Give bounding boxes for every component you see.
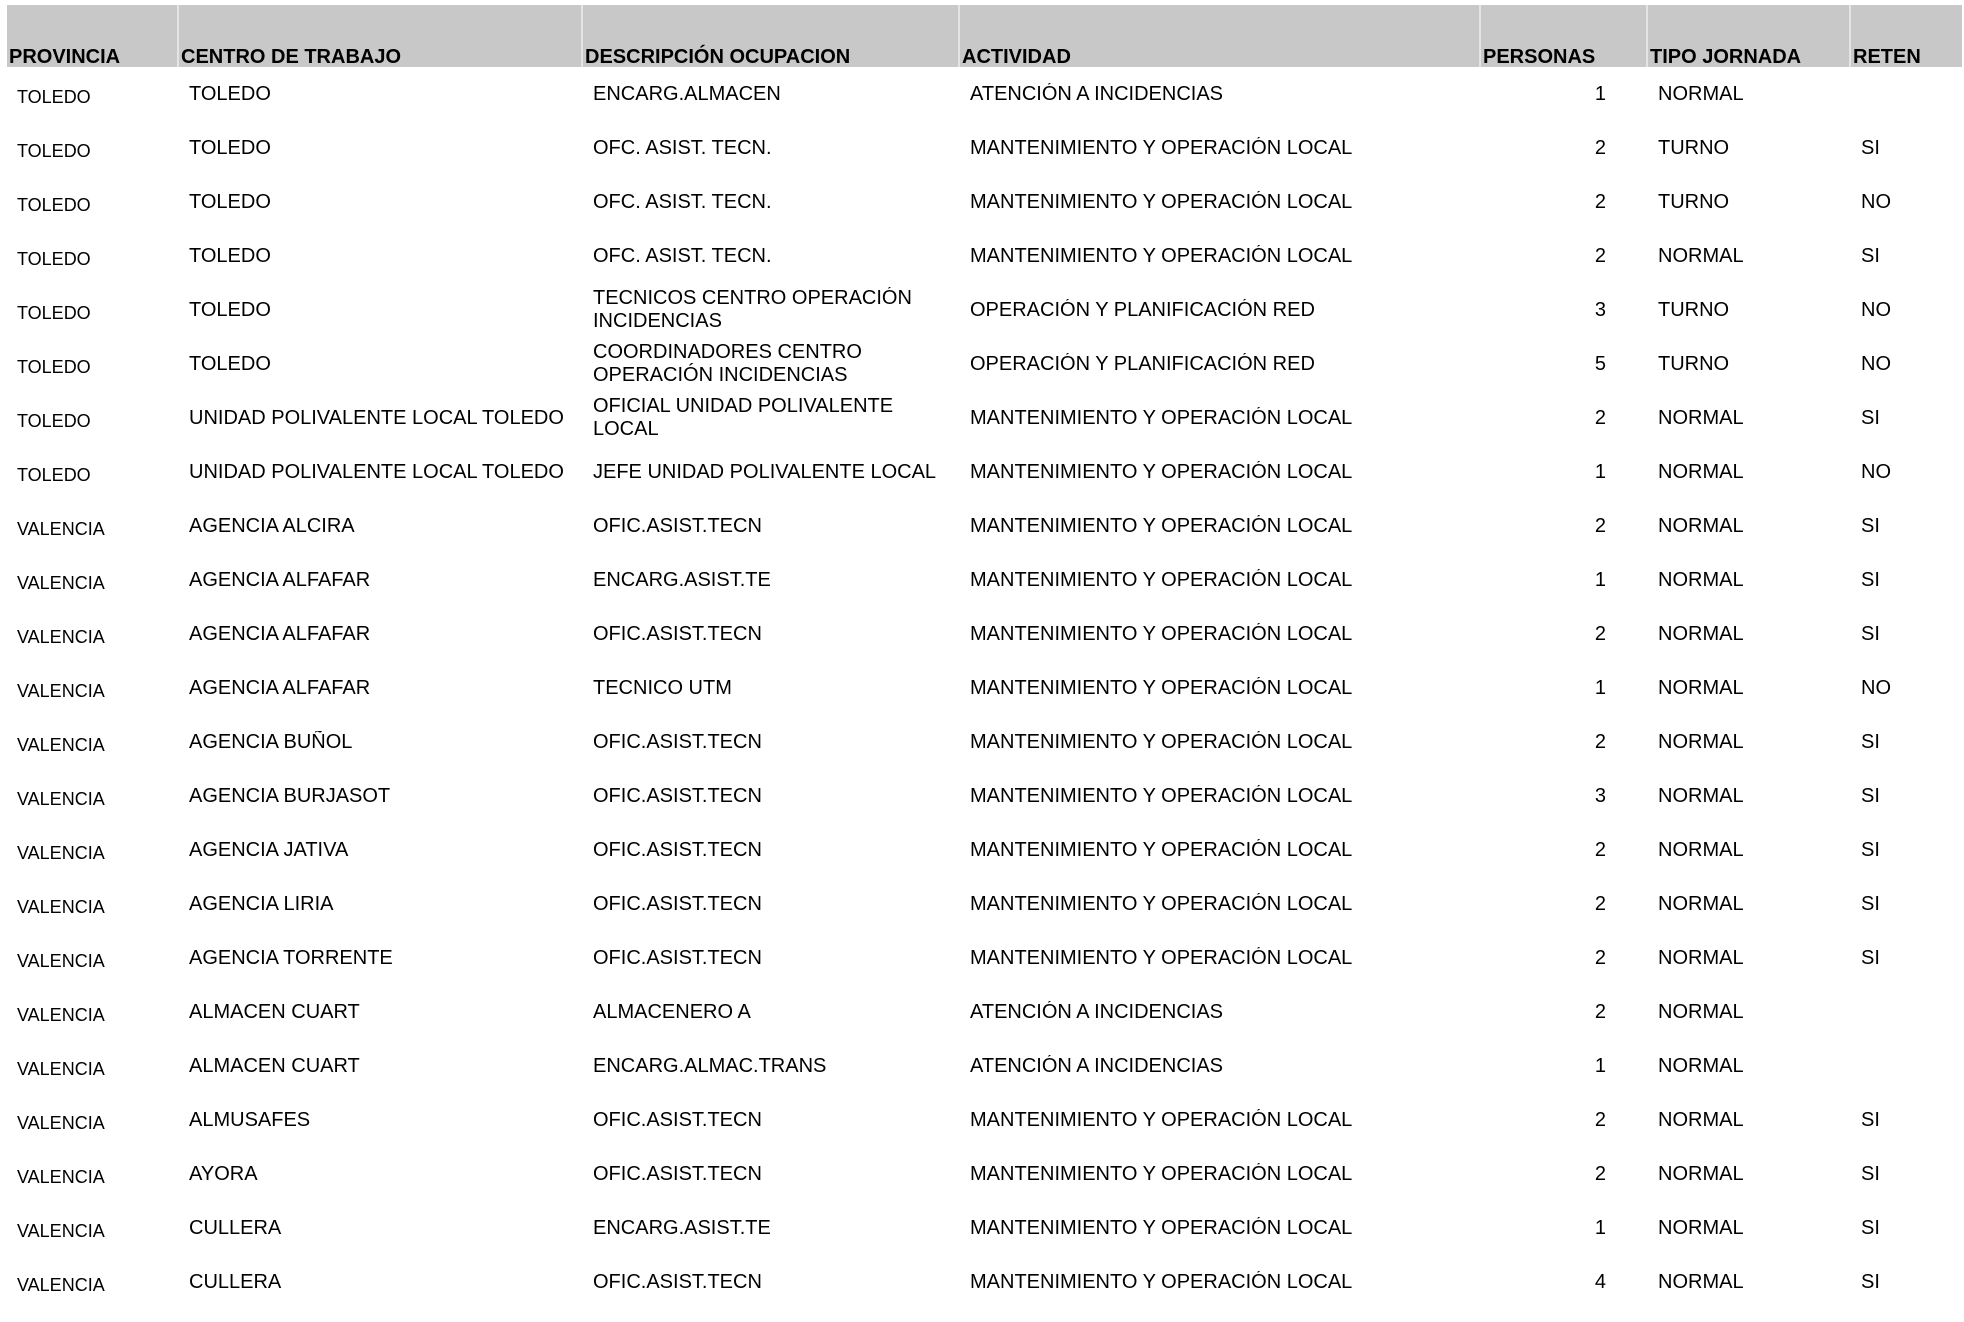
cell-descripcion-ocupacion: OFIC.ASIST.TECN: [593, 946, 762, 969]
cell-actividad: MANTENIMIENTO Y OPERACIÓN LOCAL: [970, 514, 1353, 537]
cell-actividad: MANTENIMIENTO Y OPERACIÓN LOCAL: [970, 1108, 1353, 1131]
cell-provincia: VALENCIA: [17, 896, 105, 917]
cell-descripcion-ocupacion: OFIC.ASIST.TECN: [593, 514, 762, 537]
cell-tipo-jornada: NORMAL: [1658, 568, 1744, 591]
cell-tipo-jornada: NORMAL: [1658, 676, 1744, 699]
cell-descripcion-ocupacion: ALMACENERO A: [593, 1000, 751, 1023]
cell-centro-de-trabajo: AGENCIA ALFAFAR: [189, 676, 371, 699]
cell-centro-de-trabajo: TOLEDO: [189, 82, 271, 105]
cell-reten: SI: [1861, 946, 1880, 969]
cell-actividad: MANTENIMIENTO Y OPERACIÓN LOCAL: [970, 460, 1353, 483]
cell-personas: 2: [1594, 1162, 1606, 1185]
cell-provincia: VALENCIA: [17, 626, 105, 647]
table-row: [7, 715, 1962, 769]
cell-centro-de-trabajo: CULLERA: [189, 1216, 282, 1239]
table-header: [7, 5, 1962, 67]
cell-reten: SI: [1861, 406, 1880, 429]
cell-personas: 2: [1594, 838, 1606, 861]
cell-centro-de-trabajo: AGENCIA TORRENTE: [189, 946, 393, 969]
cell-personas: 1: [1594, 82, 1606, 105]
cell-tipo-jornada: NORMAL: [1658, 244, 1744, 267]
cell-actividad: MANTENIMIENTO Y OPERACIÓN LOCAL: [970, 1162, 1353, 1185]
table-row: [7, 1093, 1962, 1147]
cell-centro-de-trabajo: AGENCIA ALCIRA: [189, 514, 355, 537]
table-row: [7, 769, 1962, 823]
cell-provincia: TOLEDO: [17, 194, 91, 215]
table-row: [7, 67, 1962, 121]
cell-personas: 2: [1594, 622, 1606, 645]
cell-provincia: TOLEDO: [17, 356, 91, 377]
cell-provincia: VALENCIA: [17, 1166, 105, 1187]
cell-personas: 5: [1594, 352, 1606, 375]
cell-reten: SI: [1861, 568, 1880, 591]
cell-tipo-jornada: NORMAL: [1658, 1270, 1744, 1293]
cell-tipo-jornada: NORMAL: [1658, 514, 1744, 537]
cell-descripcion-ocupacion: OFC. ASIST. TECN.: [593, 136, 772, 159]
cell-descripcion-ocupacion: OFIC.ASIST.TECN: [593, 892, 762, 915]
cell-centro-de-trabajo: AGENCIA ALFAFAR: [189, 622, 371, 645]
cell-centro-de-trabajo: CULLERA: [189, 1270, 282, 1293]
cell-descripcion-ocupacion: OFIC.ASIST.TECN: [593, 784, 762, 807]
cell-reten: SI: [1861, 784, 1880, 807]
cell-provincia: VALENCIA: [17, 1058, 105, 1079]
cell-reten: SI: [1861, 244, 1880, 267]
cell-descripcion-ocupacion: OFC. ASIST. TECN.: [593, 244, 772, 267]
table-row: [7, 1039, 1962, 1093]
cell-actividad: MANTENIMIENTO Y OPERACIÓN LOCAL: [970, 1216, 1353, 1239]
table-body: [7, 67, 1962, 1309]
cell-tipo-jornada: NORMAL: [1658, 622, 1744, 645]
cell-reten: SI: [1861, 730, 1880, 753]
cell-descripcion-ocupacion: OFICIAL UNIDAD POLIVALENTE LOCAL: [593, 395, 894, 440]
cell-tipo-jornada: NORMAL: [1658, 892, 1744, 915]
cell-provincia: TOLEDO: [17, 464, 91, 485]
cell-centro-de-trabajo: AGENCIA BUÑOL: [189, 730, 353, 753]
cell-tipo-jornada: TURNO: [1658, 352, 1730, 375]
table-row: [7, 1201, 1962, 1255]
cell-centro-de-trabajo: AGENCIA LIRIA: [189, 892, 334, 915]
cell-personas: 4: [1594, 1270, 1606, 1293]
table-row: [7, 229, 1962, 283]
header-provincia: PROVINCIA: [7, 5, 179, 67]
table-row: [7, 1147, 1962, 1201]
cell-personas: 2: [1594, 406, 1606, 429]
table-row: [7, 661, 1962, 715]
cell-descripcion-ocupacion: OFIC.ASIST.TECN: [593, 1162, 762, 1185]
cell-tipo-jornada: NORMAL: [1658, 82, 1744, 105]
table-row: [7, 175, 1962, 229]
cell-tipo-jornada: NORMAL: [1658, 1216, 1744, 1239]
cell-actividad: MANTENIMIENTO Y OPERACIÓN LOCAL: [970, 946, 1353, 969]
cell-descripcion-ocupacion: OFIC.ASIST.TECN: [593, 1270, 762, 1293]
cell-actividad: MANTENIMIENTO Y OPERACIÓN LOCAL: [970, 730, 1353, 753]
cell-centro-de-trabajo: TOLEDO: [189, 136, 271, 159]
cell-tipo-jornada: TURNO: [1658, 298, 1730, 321]
table-row: [7, 553, 1962, 607]
cell-actividad: MANTENIMIENTO Y OPERACIÓN LOCAL: [970, 136, 1353, 159]
cell-provincia: VALENCIA: [17, 1274, 105, 1295]
cell-actividad: ATENCIÓN A INCIDENCIAS: [970, 82, 1224, 105]
cell-personas: 1: [1594, 460, 1606, 483]
cell-provincia: VALENCIA: [17, 842, 105, 863]
cell-personas: 2: [1594, 892, 1606, 915]
table-row: [7, 931, 1962, 985]
cell-personas: 2: [1594, 1000, 1606, 1023]
cell-descripcion-ocupacion: JEFE UNIDAD POLIVALENTE LOCAL: [593, 460, 937, 483]
cell-personas: 2: [1594, 730, 1606, 753]
header-personas: PERSONAS: [1481, 5, 1648, 67]
header-reten: RETEN: [1853, 46, 1921, 67]
cell-centro-de-trabajo: UNIDAD POLIVALENTE LOCAL TOLEDO: [189, 460, 564, 483]
cell-reten: SI: [1861, 1162, 1880, 1185]
table-row: [7, 1255, 1962, 1309]
header-centro-de-trabajo: CENTRO DE TRABAJO: [179, 5, 583, 67]
cell-reten: SI: [1861, 622, 1880, 645]
cell-actividad: ATENCIÓN A INCIDENCIAS: [970, 1000, 1224, 1023]
cell-reten: NO: [1861, 190, 1891, 213]
cell-tipo-jornada: NORMAL: [1658, 1000, 1744, 1023]
cell-descripcion-ocupacion: TECNICOS CENTRO OPERACIÓN INCIDENCIAS: [593, 287, 912, 332]
cell-reten: SI: [1861, 1216, 1880, 1239]
cell-reten: SI: [1861, 514, 1880, 537]
staffing-table: [7, 5, 1962, 1309]
cell-tipo-jornada: NORMAL: [1658, 838, 1744, 861]
cell-reten: NO: [1861, 460, 1891, 483]
cell-personas: 2: [1594, 244, 1606, 267]
cell-centro-de-trabajo: TOLEDO: [189, 244, 271, 267]
cell-actividad: OPERACIÓN Y PLANIFICACIÓN RED: [970, 298, 1315, 321]
cell-tipo-jornada: NORMAL: [1658, 1162, 1744, 1185]
cell-descripcion-ocupacion: OFIC.ASIST.TECN: [593, 1108, 762, 1131]
cell-centro-de-trabajo: AGENCIA JATIVA: [189, 838, 349, 861]
cell-personas: 3: [1594, 298, 1606, 321]
table-row: [7, 283, 1962, 337]
cell-personas: 2: [1594, 514, 1606, 537]
cell-reten: SI: [1861, 838, 1880, 861]
cell-actividad: MANTENIMIENTO Y OPERACIÓN LOCAL: [970, 406, 1353, 429]
table-row: [7, 121, 1962, 175]
cell-personas: 1: [1594, 676, 1606, 699]
cell-centro-de-trabajo: TOLEDO: [189, 190, 271, 213]
cell-provincia: VALENCIA: [17, 572, 105, 593]
cell-descripcion-ocupacion: ENCARG.ASIST.TE: [593, 568, 771, 591]
cell-centro-de-trabajo: TOLEDO: [189, 352, 271, 375]
cell-personas: 2: [1594, 946, 1606, 969]
cell-actividad: OPERACIÓN Y PLANIFICACIÓN RED: [970, 352, 1315, 375]
header-tipo-jornada: TIPO JORNADA: [1648, 5, 1851, 67]
cell-personas: 1: [1594, 1216, 1606, 1239]
cell-centro-de-trabajo: AYORA: [189, 1162, 258, 1185]
cell-centro-de-trabajo: AGENCIA BURJASOT: [189, 784, 391, 807]
cell-provincia: VALENCIA: [17, 788, 105, 809]
cell-centro-de-trabajo: ALMACEN CUART: [189, 1054, 360, 1077]
cell-tipo-jornada: NORMAL: [1658, 784, 1744, 807]
cell-centro-de-trabajo: ALMACEN CUART: [189, 1000, 360, 1023]
cell-descripcion-ocupacion: ENCARG.ASIST.TE: [593, 1216, 771, 1239]
cell-personas: 1: [1594, 568, 1606, 591]
header-descripcion-ocupacion: DESCRIPCIÓN OCUPACION: [583, 5, 960, 67]
cell-descripcion-ocupacion: COORDINADORES CENTRO OPERACIÓN INCIDENCIAS: [593, 341, 862, 386]
cell-reten: SI: [1861, 892, 1880, 915]
table-row: [7, 607, 1962, 661]
cell-centro-de-trabajo: TOLEDO: [189, 298, 271, 321]
table-row: [7, 877, 1962, 931]
cell-tipo-jornada: NORMAL: [1658, 406, 1744, 429]
cell-descripcion-ocupacion: OFIC.ASIST.TECN: [593, 838, 762, 861]
header-actividad: ACTIVIDAD: [960, 5, 1481, 67]
table-row: [7, 391, 1962, 445]
cell-provincia: VALENCIA: [17, 1112, 105, 1133]
table-row: [7, 337, 1962, 391]
table-row: [7, 985, 1962, 1039]
cell-actividad: MANTENIMIENTO Y OPERACIÓN LOCAL: [970, 892, 1353, 915]
cell-provincia: TOLEDO: [17, 302, 91, 323]
cell-reten: NO: [1861, 298, 1891, 321]
cell-actividad: MANTENIMIENTO Y OPERACIÓN LOCAL: [970, 568, 1353, 591]
cell-actividad: MANTENIMIENTO Y OPERACIÓN LOCAL: [970, 784, 1353, 807]
cell-tipo-jornada: TURNO: [1658, 190, 1730, 213]
cell-actividad: MANTENIMIENTO Y OPERACIÓN LOCAL: [970, 676, 1353, 699]
cell-centro-de-trabajo: UNIDAD POLIVALENTE LOCAL TOLEDO: [189, 406, 564, 429]
cell-centro-de-trabajo: ALMUSAFES: [189, 1108, 311, 1131]
cell-tipo-jornada: NORMAL: [1658, 1108, 1744, 1131]
cell-actividad: MANTENIMIENTO Y OPERACIÓN LOCAL: [970, 838, 1353, 861]
cell-tipo-jornada: NORMAL: [1658, 1054, 1744, 1077]
cell-reten: SI: [1861, 1270, 1880, 1293]
cell-tipo-jornada: NORMAL: [1658, 730, 1744, 753]
cell-provincia: VALENCIA: [17, 680, 105, 701]
cell-reten: NO: [1861, 352, 1891, 375]
cell-provincia: VALENCIA: [17, 950, 105, 971]
cell-descripcion-ocupacion: ENCARG.ALMACEN: [593, 82, 781, 105]
cell-centro-de-trabajo: AGENCIA ALFAFAR: [189, 568, 371, 591]
cell-tipo-jornada: NORMAL: [1658, 946, 1744, 969]
cell-provincia: VALENCIA: [17, 518, 105, 539]
cell-actividad: MANTENIMIENTO Y OPERACIÓN LOCAL: [970, 1270, 1353, 1293]
cell-descripcion-ocupacion: OFIC.ASIST.TECN: [593, 730, 762, 753]
cell-actividad: MANTENIMIENTO Y OPERACIÓN LOCAL: [970, 622, 1353, 645]
cell-reten: SI: [1861, 136, 1880, 159]
cell-provincia: VALENCIA: [17, 1004, 105, 1025]
cell-tipo-jornada: NORMAL: [1658, 460, 1744, 483]
cell-actividad: ATENCIÓN A INCIDENCIAS: [970, 1054, 1224, 1077]
cell-descripcion-ocupacion: TECNICO UTM: [593, 676, 732, 699]
cell-actividad: MANTENIMIENTO Y OPERACIÓN LOCAL: [970, 244, 1353, 267]
cell-provincia: TOLEDO: [17, 140, 91, 161]
cell-provincia: TOLEDO: [17, 410, 91, 431]
cell-reten: NO: [1861, 676, 1891, 699]
cell-provincia: VALENCIA: [17, 1220, 105, 1241]
cell-descripcion-ocupacion: OFIC.ASIST.TECN: [593, 622, 762, 645]
cell-actividad: MANTENIMIENTO Y OPERACIÓN LOCAL: [970, 190, 1353, 213]
cell-provincia: VALENCIA: [17, 734, 105, 755]
cell-descripcion-ocupacion: OFC. ASIST. TECN.: [593, 190, 772, 213]
cell-tipo-jornada: TURNO: [1658, 136, 1730, 159]
table-row: [7, 445, 1962, 499]
cell-provincia: TOLEDO: [17, 248, 91, 269]
cell-provincia: TOLEDO: [17, 86, 91, 107]
cell-personas: 2: [1594, 190, 1606, 213]
cell-reten: SI: [1861, 1108, 1880, 1131]
cell-personas: 2: [1594, 136, 1606, 159]
cell-descripcion-ocupacion: ENCARG.ALMAC.TRANS: [593, 1054, 827, 1077]
cell-personas: 1: [1594, 1054, 1606, 1077]
table-row: [7, 499, 1962, 553]
cell-personas: 3: [1594, 784, 1606, 807]
table-row: [7, 823, 1962, 877]
cell-personas: 2: [1594, 1108, 1606, 1131]
